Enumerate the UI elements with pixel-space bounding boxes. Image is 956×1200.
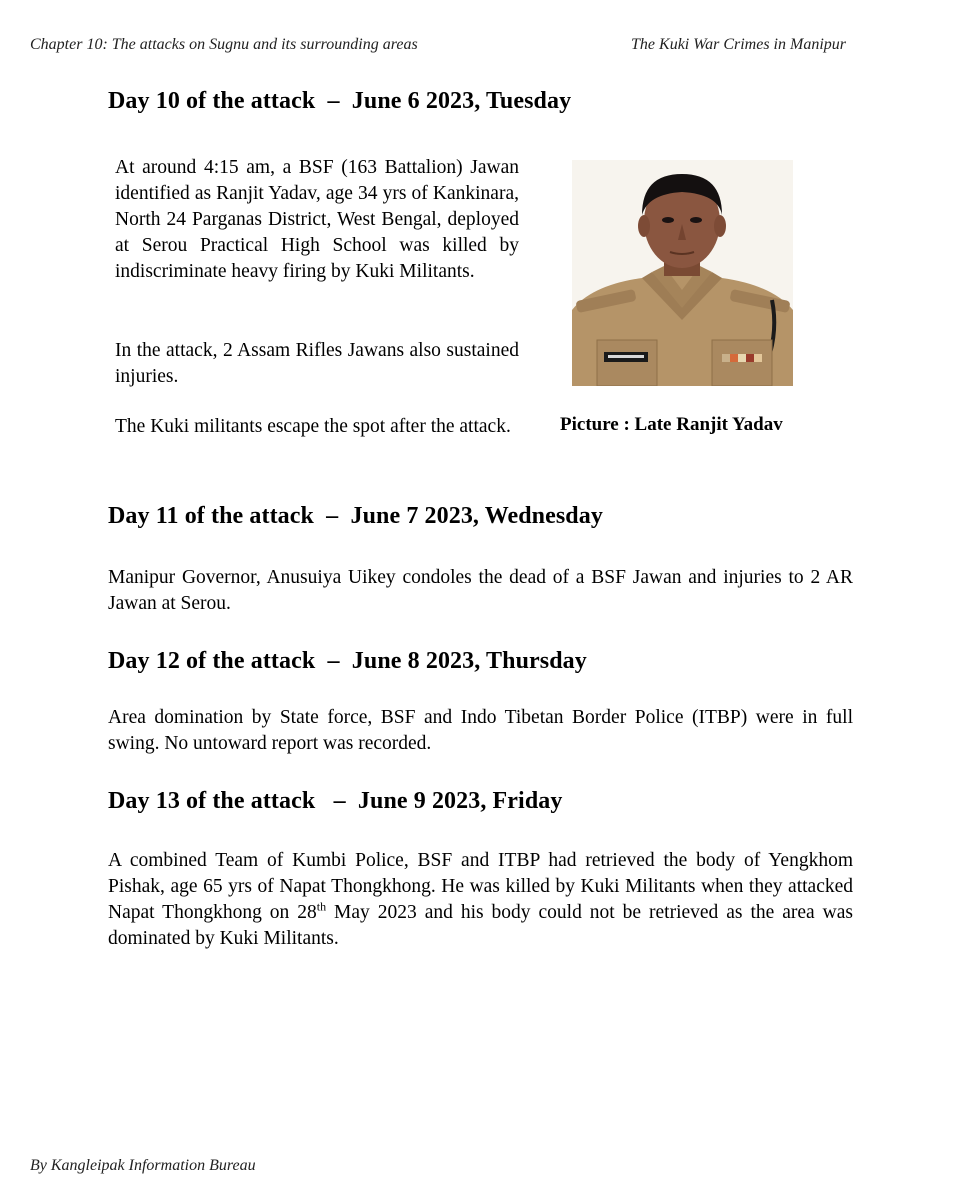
day10-paragraph-2: In the attack, 2 Assam Rifles Jawans also sustained injuries. (115, 340, 519, 387)
day13-paragraph-text-before: A combined Team of Kumbi Police, BSF and ITBP had retrieved the body of Yengkhom Pishak, age 65 yrs of Napat Thongkhong. He was killed by Kuki Militants when they attacked Napat Thongkhong on 28 (108, 850, 853, 923)
day10-paragraph-3: The Kuki militants escape the spot after the attack. (115, 416, 511, 437)
running-header-chapter: Chapter 10: The attacks on Sugnu and its surrounding areas (30, 36, 418, 53)
day13-ordinal-suffix: th (316, 899, 327, 914)
day10-heading: Day 10 of the attack – June 6 2023, Tuesday (108, 88, 572, 114)
portrait-photo (572, 160, 793, 386)
photo-caption: Picture : Late Ranjit Yadav (560, 414, 783, 435)
day11-heading: Day 11 of the attack – June 7 2023, Wednesday (108, 503, 603, 529)
footer-credit: By Kangleipak Information Bureau (30, 1157, 256, 1174)
day10-paragraph-1: At around 4:15 am, a BSF (163 Battalion) Jawan identified as Ranjit Yadav, age 34 yrs of Kankinara, North 24 Parganas District, West Bengal, deployed at Serou Practical High School was killed by indiscriminate heavy firing by Kuki Militants. (115, 157, 519, 282)
day13-paragraph (108, 848, 853, 952)
day12-heading: Day 12 of the attack – June 8 2023, Thursday (108, 648, 587, 674)
running-header-book-title: The Kuki War Crimes in Manipur (631, 36, 846, 53)
day12-paragraph: Area domination by State force, BSF and Indo Tibetan Border Police (ITBP) were in full swing. No untoward report was recorded. (108, 707, 853, 754)
day11-paragraph: Manipur Governor, Anusuiya Uikey condoles the dead of a BSF Jawan and injuries to 2 AR Jawan at Serou. (108, 567, 853, 614)
day13-heading: Day 13 of the attack – June 9 2023, Friday (108, 788, 563, 814)
day13-paragraph-text-after: May 2023 and his body could not be retrieved as the area was dominated by Kuki Militants. (108, 902, 853, 949)
